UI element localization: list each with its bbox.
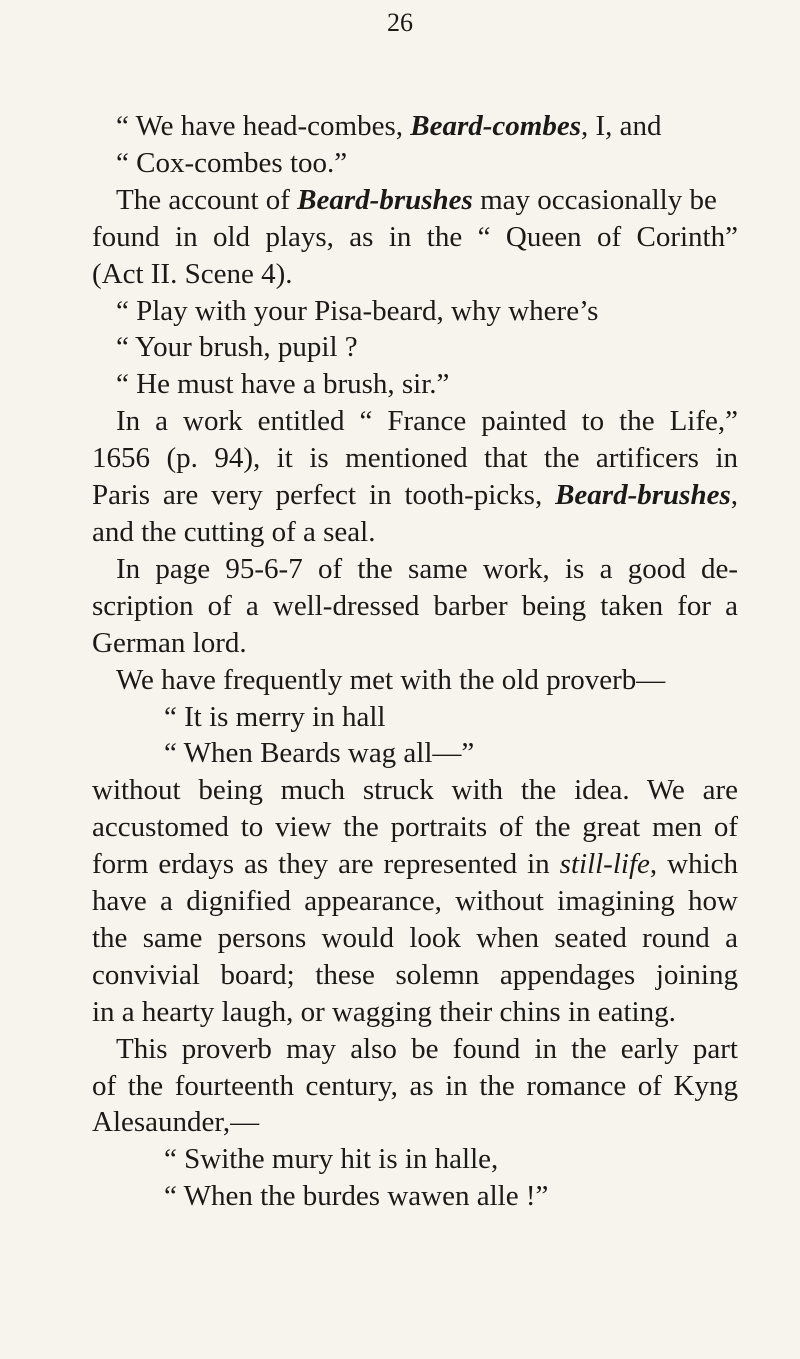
verse-text: “ We have head-combes,	[116, 110, 411, 142]
paragraph-text: The account of	[116, 183, 298, 216]
emphasis-text: Beard-combes	[410, 110, 581, 142]
paragraph-text: , which	[649, 848, 739, 881]
paragraph-text: form erdays as they are represented in	[92, 848, 560, 881]
verse-line: “ Your brush, pupil ?	[116, 331, 358, 364]
paragraph-line: convivial board; these solemn appendages joining	[92, 958, 738, 991]
paragraph-text: may occasionally be	[472, 183, 717, 216]
emphasis-text: Beard-brushes	[555, 479, 731, 512]
paragraph-line: accustomed to view the portraits of the great men of	[92, 811, 738, 844]
paragraph-line: This proverb may also be found in the early part	[116, 1032, 738, 1065]
verse-line: “ It is merry in hall	[164, 700, 386, 733]
verse-text: , I, and	[581, 110, 662, 142]
verse-line	[92, 108, 738, 145]
page-number: 26	[387, 8, 413, 37]
paragraph-text: Paris are very perfect in tooth-picks,	[92, 479, 556, 512]
paragraph-line: found in old plays, as in the “ Queen of Corinth”	[92, 220, 738, 253]
paragraph-line: (Act II. Scene 4).	[92, 257, 293, 290]
paragraph-text: ,	[730, 479, 738, 512]
paragraph-line	[92, 477, 738, 514]
paragraph-line: We have frequently met with the old proverb—	[116, 663, 666, 696]
paragraph-line: and the cutting of a seal.	[92, 515, 376, 548]
paragraph-line	[92, 846, 738, 883]
paragraph-line: In page 95-6-7 of the same work, is a good de-	[116, 552, 738, 585]
paragraph-line: without being much struck with the idea. We are	[92, 774, 738, 807]
paragraph-line: German lord.	[92, 626, 247, 659]
emphasis-text: still-life	[559, 848, 650, 881]
paragraph-line: Alesaunder,—	[92, 1106, 260, 1139]
paragraph-line: In a work entitled “ France painted to the Life,”	[116, 405, 738, 438]
paragraph-line: the same persons would look when seated round a	[92, 921, 738, 954]
paragraph-line	[92, 182, 738, 219]
verse-line: “ Swithe mury hit is in halle,	[164, 1143, 499, 1176]
paragraph-line: 1656 (p. 94), it is mentioned that the artificers in	[92, 442, 738, 475]
emphasis-text: Beard-brushes	[297, 183, 473, 216]
verse-line: “ When the burdes wawen alle !”	[164, 1180, 549, 1213]
paragraph-line: in a hearty laugh, or wagging their chins in eating.	[92, 995, 676, 1028]
verse-line: “ Play with your Pisa-beard, why where’s	[116, 294, 599, 327]
paragraph-line: scription of a well-dressed barber being taken for a	[92, 589, 738, 622]
verse-line: “ He must have a brush, sir.”	[116, 368, 450, 401]
verse-line: “ When Beards wag all—”	[164, 737, 475, 770]
verse-line: “ Cox-combes too.”	[116, 146, 348, 179]
paragraph-line: have a dignified appearance, without imagining how	[92, 885, 738, 918]
page-body	[92, 108, 738, 1215]
paragraph-line: of the fourteenth century, as in the romance of Kyng	[92, 1069, 738, 1102]
